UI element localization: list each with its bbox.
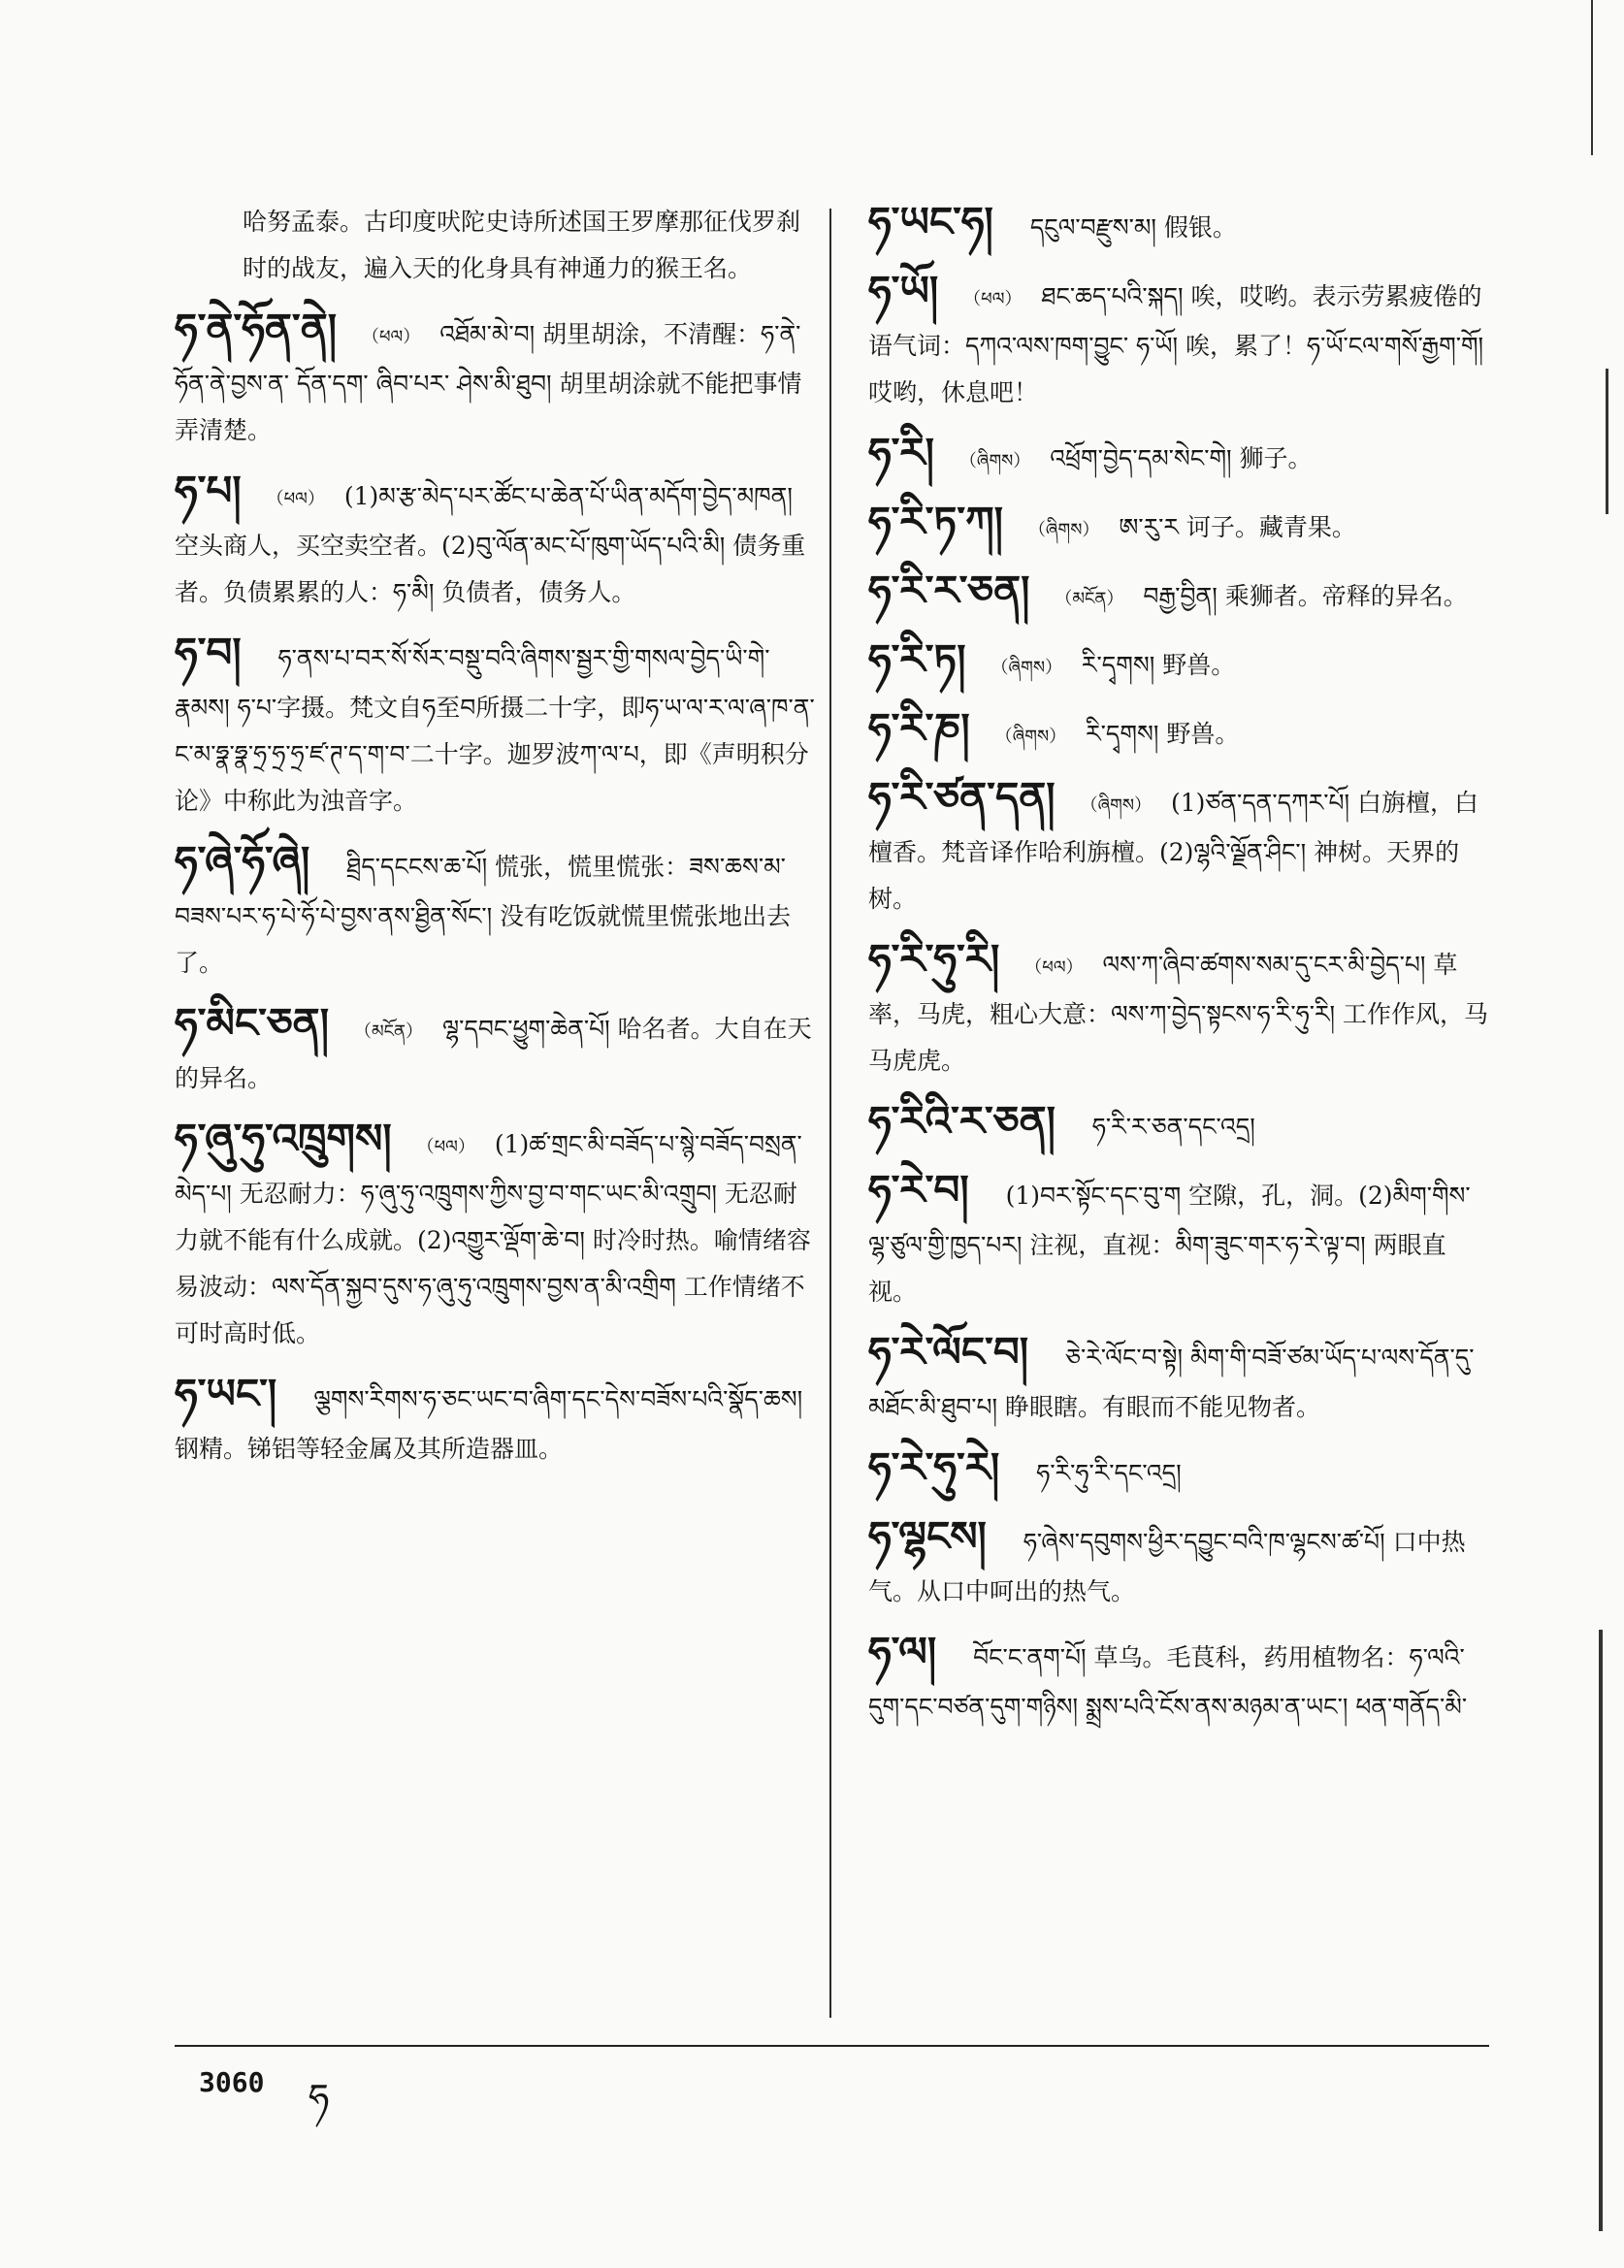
headword: ཧ་རི་ཧུ་རི། xyxy=(868,935,1000,983)
entry-body: བོང་ང་ནག་པོ། 草乌。毛茛科，药用植物名：ཧ་ལའི་དུག་དང་བཙན་དུག་གཉིས། སྨྲས་པའི་ངོས་ནས་མཉམ་ན་ཡང་། ཕན་གནོད་མི་ xyxy=(868,1643,1468,1721)
headword: ཧ་རེ་བ། xyxy=(868,1166,969,1214)
headword: ཧ་རིའི་ར་ཅན། xyxy=(868,1097,1056,1145)
footer-rule xyxy=(175,2045,1489,2047)
entry-body: ཧ་རི་ཧུ་རི་དང་འདྲ། xyxy=(1036,1459,1182,1487)
dictionary-entry xyxy=(175,468,815,616)
grammar-tag: （ཞིགས） xyxy=(958,451,1031,471)
left-column xyxy=(175,199,815,1486)
dictionary-entry xyxy=(175,1371,815,1473)
entry-body: ཧ་ཞེས་དབུགས་ཕྱིར་དབྱུང་བའི་ཁ་ལྷངས་ཚ་པོ། 口中热气。从口中呵出的热气。 xyxy=(868,1528,1466,1605)
grammar-tag: （ཕལ） xyxy=(266,489,325,509)
headword: ཧ་རི་ཏ། xyxy=(868,635,966,683)
headword: ཧ་རི་ཙན་དན། xyxy=(868,773,1056,821)
entry-body: འཐོམ་མེ་བ། 胡里胡涂，不清醒：ཧ་ནེ་ཧོན་ནེ་བྱས་ན་ དོན་དག་ ཞིབ་པར་ ཤེས་མི་ཐུབ། 胡里胡涂就不能把事情弄清楚。 xyxy=(175,320,802,444)
headword: ཧ་རི་ཏ་ཀ། xyxy=(868,498,1003,545)
headword: ཧ་རི་ར་ཅན། xyxy=(868,567,1030,614)
entry-body: ཅེ་རེ་ལོང་བ་སྟེ། མིག་གི་བཟོ་ཙམ་ཡོད་པ་ལས་དོན་དུ་མཐོང་མི་ཐུབ་པ། 睁眼瞎。有眼而不能见物者。 xyxy=(868,1344,1475,1421)
grammar-tag: （ཞིགས） xyxy=(1027,520,1100,540)
entry-body: ཧ་ནས་པ་བར་སོ་སོར་བསྡུ་བའི་ཞིགས་སྦྱར་གྱི་གསལ་བྱེད་ཡི་གེ་རྣམས། ཧ་པ་字摄。梵文自ཧ至བ所摄二十字，即ཧ་ཡ་ལ་ར་ལ་ཞ་ཁ་ན་ང་མ་ཧྣ་ཧྣ་ཧྲ་ཧྲ་ཧྲ་ཛ་ཊ་ད་ག་བ་二十字。迦罗波ཀ་ལ་པ，即《声明积分论》中称此为浊音字。 xyxy=(175,644,815,815)
entry-body: དངུལ་བརྫུས་མ། 假银。 xyxy=(1029,213,1237,242)
entry-body: ཐང་ཆད་པའི་སྐད། 唉，哎哟。表示劳累疲倦的语气词：དཀའ་ལས་ཁག་བྱུང་ ཧ་ཡོ། 唉，累了！ཧ་ཡོ་ངལ་གསོ་རྒྱག་གོ། 哎哟，休息吧！ xyxy=(868,282,1484,406)
headword: ཧ་ཡང་། xyxy=(175,1370,277,1417)
headword: ཧ་མིང་ཅན། xyxy=(175,999,330,1047)
grammar-tag: （མངོན） xyxy=(1055,589,1124,609)
grammar-tag: （ཕལ） xyxy=(362,327,421,347)
entry-body: རི་དྭགས། 野兽。 xyxy=(1086,720,1240,748)
entry-body: ཐྲིད་དངངས་ཆ་པོ། 慌张，慌里慌张：ཟས་ཆས་མ་བཟས་པར་ཧ་པེ་ཧོ་པེ་བྱས་ནས་ཐྱིན་སོང་། 没有吃饭就慌里慌张地出去了。 xyxy=(175,853,792,977)
scan-edge-mark xyxy=(1606,369,1608,514)
entry-body: ཧ་རི་ར་ཅན་དང་འདྲ། xyxy=(1091,1113,1255,1141)
dictionary-entry xyxy=(868,268,1489,416)
headword: ཧ་རེ་ལོང་བ། xyxy=(868,1328,1029,1376)
dictionary-entry xyxy=(868,636,1489,692)
entry-body: (1)མ་རྩ་མེད་པར་ཚོང་པ་ཆེན་པོ་ཡིན་མདོག་བྱེད་མཁན། 空头商人，买空卖空者。(2)བུ་ལོན་མང་པོ་ཁུག་ཡོད་པའི་མི། 债务重者。负债累累的人：ཧ་མི། 负债者，债务人。 xyxy=(175,482,806,606)
headword: ཧ་ལྷངས། xyxy=(868,1512,987,1560)
headword: ཧ་རི་ཎ། xyxy=(868,704,970,752)
scan-edge-mark xyxy=(1599,1630,1603,2231)
dictionary-entry xyxy=(868,705,1489,761)
entry-body: ཨ་རུ་ར 诃子。藏青果。 xyxy=(1119,513,1356,541)
dictionary-entry xyxy=(175,1000,815,1102)
dictionary-entry xyxy=(868,1629,1489,1731)
page-section-letter: ཧ xyxy=(309,2076,330,2119)
dictionary-entry xyxy=(868,199,1489,254)
entry-body: (1)ཙན་དན་དཀར་པོ། 白旃檀，白檀香。梵音译作哈利旃檀。(2)ལྷའི་ལྗོན་ཤིང་། 神树。天界的树。 xyxy=(868,789,1479,913)
entry-body: 哈努孟泰。古印度吠陀史诗所述国王罗摩那征伐罗刹时的战友，遍入天的化身具有神通力的猴王名。 xyxy=(243,208,801,282)
headword: ཧ་བ། xyxy=(175,629,242,676)
dictionary-entry xyxy=(175,838,815,987)
dictionary-entry xyxy=(868,936,1489,1085)
headword: ཧ་པ། xyxy=(175,467,242,514)
entry-body: བརྒྱ་བྱིན། 乘狮者。帝释的异名。 xyxy=(1143,582,1468,610)
dictionary-entry xyxy=(868,1167,1489,1315)
dictionary-entry xyxy=(868,430,1489,485)
grammar-tag: （ཞིགས） xyxy=(1080,795,1152,816)
dictionary-entry xyxy=(868,1098,1489,1153)
entry-continuation xyxy=(175,199,815,292)
dictionary-entry xyxy=(868,1329,1489,1431)
grammar-tag: （ཞིགས） xyxy=(994,727,1067,747)
dictionary-entry xyxy=(175,630,815,825)
entry-body: ལྷ་དབང་ཕྱུག་ཆེན་པོ། 哈名者。大自在天的异名。 xyxy=(175,1015,812,1092)
dictionary-entry xyxy=(175,1116,815,1357)
grammar-tag: （ཕལ） xyxy=(963,289,1023,309)
dictionary-entry xyxy=(868,499,1489,554)
headword: ཧ་ཞུ་ཧུ་འཁྲུགས། xyxy=(175,1115,392,1162)
dictionary-entry xyxy=(868,1444,1489,1500)
headword: ཧ་ཞེ་ཧོ་ཞེ། xyxy=(175,837,310,885)
headword: ཧ་ཡང་ཧ། xyxy=(868,198,993,245)
grammar-tag: （ཞིགས） xyxy=(991,658,1062,678)
headword: ཧ་ལ། xyxy=(868,1628,937,1675)
grammar-tag: （ཕལ） xyxy=(416,1137,475,1157)
entry-body: (1)བར་སྟོང་དང་བུ་ག 空隙，孔，洞。(2)མིག་གིས་ལྷ་ཙུལ་གྱི་ཁྱད་པར། 注视，直视：མིག་ཟུང་གར་ཧ་རེ་ལྟ་བ། 两眼直视。 xyxy=(868,1182,1471,1306)
grammar-tag: （ཕལ） xyxy=(1024,957,1084,978)
dictionary-entry xyxy=(868,567,1489,623)
scan-edge-mark xyxy=(1591,0,1593,155)
grammar-tag: （མངོན） xyxy=(353,1021,423,1042)
headword: ཧ་རི། xyxy=(868,429,934,476)
col-divider xyxy=(829,209,831,2018)
right-column xyxy=(868,199,1489,1744)
headword: ཧ་ཡོ། xyxy=(868,267,939,314)
entry-body: ལྕགས་རིགས་ཧ་ཅང་ཡང་བ་ཞིག་དང་དེས་བཟོས་པའི་སྣོད་ཆས། 钢精。锑铝等轻金属及其所造器皿。 xyxy=(175,1385,803,1463)
headword: ཧ་ནེ་ཧོན་ནེ། xyxy=(175,305,338,352)
entry-body: རི་དྭགས། 野兽。 xyxy=(1081,651,1236,679)
headword: ཧ་རེ་ཧུ་རེ། xyxy=(868,1443,1000,1491)
entry-body: འཕྲོག་བྱེད་དམ་སེང་གེ། 狮子。 xyxy=(1050,444,1313,472)
dictionary-entry xyxy=(868,1513,1489,1615)
entry-body: (1)ཚ་གྲང་མི་བཟོད་པ་སྙེ་བཟོད་བསྲན་མེད་པ། 无忍耐力：ཧ་ཞུ་ཧུ་འཁྲུགས་ཀྱིས་བྱ་བ་གང་ཡང་མི་འགྲུབ། 无忍耐力就不能有什么成就。(2)འགྱུར་ལྡོག་ཆེ་བ། 时冷时热。喻情绪容易波动：ལས་དོན་སྐྱབ་དུས་ཧ་ཞུ་ཧུ་འཁྲུགས་བྱས་ན་མི་འགྲིག 工作情绪不可时高时低。 xyxy=(175,1130,811,1347)
entry-body: ལས་ཀ་ཞིབ་ཚགས་སམ་དུ་ངར་མི་བྱེད་པ། 草率，马虎，粗心大意：ལས་ཀ་བྱེད་སྟངས་ཧ་རི་ཧུ་རི། 工作作风，马马虎虎。 xyxy=(868,951,1489,1075)
dictionary-entry xyxy=(868,774,1489,923)
dictionary-entry xyxy=(175,306,815,454)
page-number: 3060 xyxy=(199,2066,265,2098)
